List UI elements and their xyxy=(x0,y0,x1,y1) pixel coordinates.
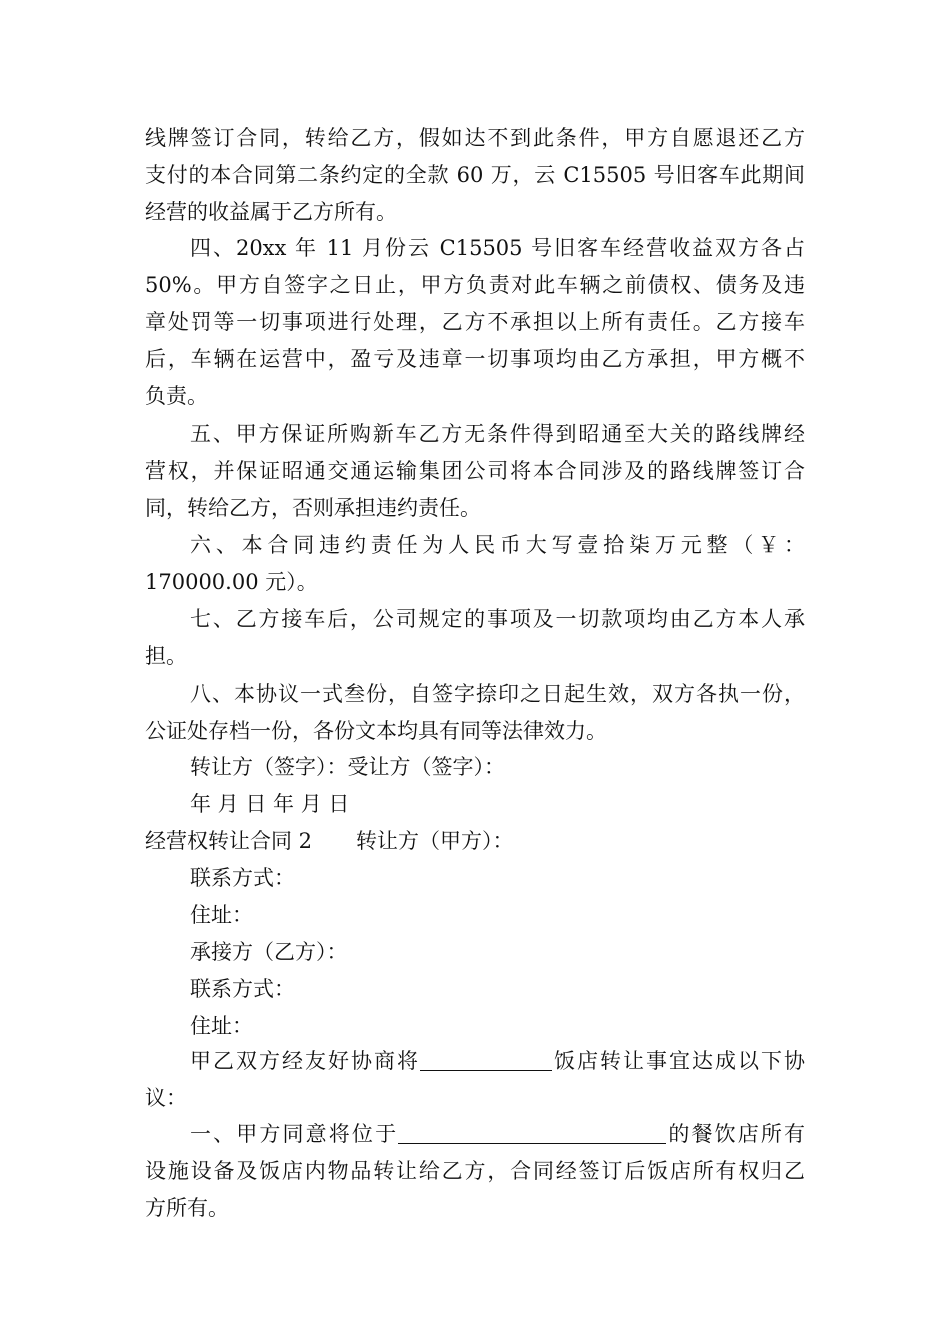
paragraph-line: 方所有。 xyxy=(145,1196,229,1220)
paragraph-line: 八、本协议一式叁份，自签字捺印之日起生效，双方各执一份， xyxy=(190,682,805,706)
contact-label: 联系方式： xyxy=(190,866,295,890)
restaurant-name-blank xyxy=(420,1048,552,1071)
paragraph-line: 营权，并保证昭通交通运输集团公司将本合同涉及的路线牌签订合 xyxy=(145,459,805,483)
location-blank xyxy=(398,1121,666,1144)
paragraph-line: 五、甲方保证所购新车乙方无条件得到昭通至大关的路线牌经 xyxy=(190,422,805,446)
paragraph-line: 六、本合同违约责任为人民币大写壹拾柒万元整（￥： xyxy=(190,533,805,557)
paragraph-line: 担。 xyxy=(145,644,187,668)
transferor-label: 转让方（甲方）： xyxy=(356,829,514,853)
paragraph-line: 支付的本合同第二条约定的全款 60 万，云 C15505 号旧客车此期间 xyxy=(145,163,805,187)
date-line: 年 月 日 年 月 日 xyxy=(190,792,350,816)
contract2-title: 经营权转让合同 2 xyxy=(145,829,313,853)
paragraph-line: 负责。 xyxy=(145,384,208,408)
paragraph-line: 50%。甲方自签字之日止，甲方负责对此车辆之前债权、债务及违 xyxy=(145,273,805,297)
paragraph-line: 章处罚等一切事项进行处理，乙方不承担以上所有责任。乙方接车 xyxy=(145,310,805,334)
address-label: 住址： xyxy=(190,1014,253,1038)
contact-label: 联系方式： xyxy=(190,977,295,1001)
paragraph-line: 公证处存档一份，各份文本均具有同等法律效力。 xyxy=(145,719,607,743)
paragraph-line: 七、乙方接车后，公司规定的事项及一切款项均由乙方本人承 xyxy=(190,607,805,631)
contract2-heading xyxy=(145,826,805,856)
paragraph-line: 后，车辆在运营中，盈亏及违章一切事项均由乙方承担，甲方概不 xyxy=(145,347,805,371)
paragraph-line: 议： xyxy=(145,1086,187,1110)
clause-line: 一、甲方同意将位于 的餐饮店所有 xyxy=(190,1122,806,1146)
address-label: 住址： xyxy=(190,903,253,927)
paragraph-line: 170000.00 元）。 xyxy=(145,570,318,594)
signature-line: 转让方（签字）：受让方（签字）： xyxy=(190,755,505,779)
receiver-label: 承接方（乙方）： xyxy=(190,940,348,964)
paragraph-line: 四、20xx 年 11 月份云 C15505 号旧客车经营收益双方各占 xyxy=(190,236,805,260)
paragraph-line: 同，转给乙方，否则承担违约责任。 xyxy=(145,496,481,520)
paragraph-line: 线牌签订合同，转给乙方，假如达不到此条件，甲方自愿退还乙方 xyxy=(145,126,805,150)
paragraph-line: 设施设备及饭店内物品转让给乙方，合同经签订后饭店所有权归乙 xyxy=(145,1159,805,1183)
paragraph-line: 经营的收益属于乙方所有。 xyxy=(145,200,397,224)
negotiation-line: 甲乙双方经友好协商将 饭店转让事宜达成以下协 xyxy=(190,1049,805,1073)
